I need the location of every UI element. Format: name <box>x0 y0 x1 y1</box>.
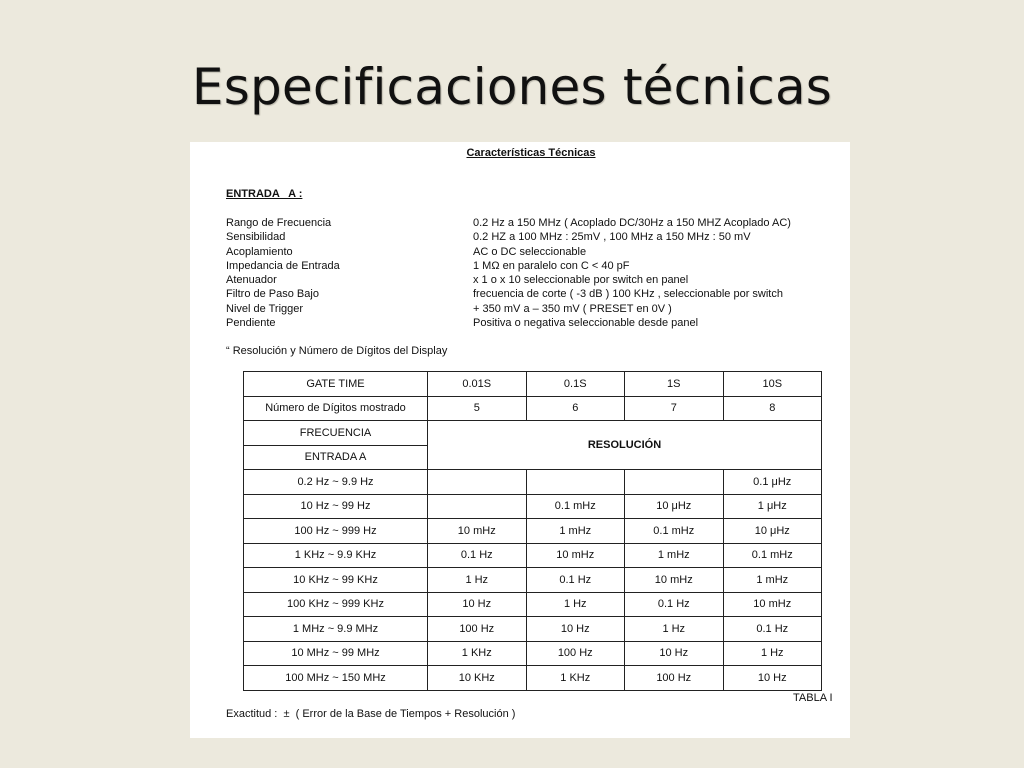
resolution-cell: 0.1 mHz <box>526 494 625 519</box>
section-title: ENTRADA A : <box>226 188 303 200</box>
spec-row <box>226 287 846 301</box>
spec-row <box>226 245 846 259</box>
spec-value: Positiva o negativa seleccionable desde panel <box>473 317 699 330</box>
table-row <box>244 372 822 397</box>
resolution-cell <box>625 470 724 495</box>
resolution-cell: 1 Hz <box>625 617 724 642</box>
frequency-range-cell: 1 MHz ~ 9.9 MHz <box>244 617 428 642</box>
resolution-cell <box>428 470 527 495</box>
spec-value: 1 MΩ en paralelo con C < 40 pF <box>473 259 630 272</box>
resolution-cell: 0.1 Hz <box>526 568 625 593</box>
table-row <box>244 568 822 593</box>
resolution-cell: 0.1 Hz <box>428 543 527 568</box>
resolution-cell: 1 μHz <box>723 494 822 519</box>
resolution-cell: 1 mHz <box>625 543 724 568</box>
resolution-cell: 100 Hz <box>428 617 527 642</box>
digits-cell: 7 <box>625 396 724 421</box>
resolution-cell: 1 Hz <box>723 641 822 666</box>
digits-cell: 6 <box>526 396 625 421</box>
table-caption: TABLA I <box>793 692 833 704</box>
gate-time-header: GATE TIME <box>244 372 428 397</box>
resolution-rows <box>244 470 822 691</box>
resolution-cell <box>526 470 625 495</box>
frequency-range-cell: 10 KHz ~ 99 KHz <box>244 568 428 593</box>
resolution-cell: 0.1 mHz <box>625 519 724 544</box>
entrada-header: ENTRADA A <box>244 445 428 470</box>
table-row <box>244 592 822 617</box>
table-row <box>244 421 822 446</box>
resolution-cell: 0.1 Hz <box>723 617 822 642</box>
spec-label: Sensibilidad <box>226 231 286 244</box>
table-row <box>244 617 822 642</box>
resolucion-header: RESOLUCIÓN <box>428 421 822 470</box>
resolution-cell: 1 mHz <box>526 519 625 544</box>
table-row <box>244 543 822 568</box>
accuracy-note: Exactitud : ± ( Error de la Base de Tiempos + Resolución ) <box>226 708 516 720</box>
resolution-cell: 10 mHz <box>723 592 822 617</box>
spec-row <box>226 316 846 330</box>
spec-value: 0.2 HZ a 100 MHz : 25mV , 100 MHz a 150 MHz : 50 mV <box>473 231 751 244</box>
resolution-cell: 10 mHz <box>428 519 527 544</box>
spec-row <box>226 302 846 316</box>
resolution-cell: 10 Hz <box>723 666 822 691</box>
table-row <box>244 666 822 691</box>
gate-time-cell: 10S <box>723 372 822 397</box>
frequency-range-cell: 0.2 Hz ~ 9.9 Hz <box>244 470 428 495</box>
specifications-document <box>190 142 850 738</box>
digits-header: Número de Dígitos mostrado <box>244 396 428 421</box>
resolution-cell: 100 Hz <box>625 666 724 691</box>
frequency-range-cell: 100 MHz ~ 150 MHz <box>244 666 428 691</box>
resolution-cell: 1 KHz <box>428 641 527 666</box>
spec-value: AC o DC seleccionable <box>473 245 587 258</box>
resolution-table <box>243 371 822 691</box>
spec-label: Rango de Frecuencia <box>226 217 332 229</box>
frequency-range-cell: 1 KHz ~ 9.9 KHz <box>244 543 428 568</box>
table-row <box>244 494 822 519</box>
frequency-range-cell: 100 Hz ~ 999 Hz <box>244 519 428 544</box>
resolution-cell: 1 KHz <box>526 666 625 691</box>
digits-cell: 8 <box>723 396 822 421</box>
frequency-range-cell: 10 MHz ~ 99 MHz <box>244 641 428 666</box>
table-row <box>244 641 822 666</box>
spec-row <box>226 230 846 244</box>
resolution-cell: 10 μHz <box>625 494 724 519</box>
spec-value: x 1 o x 10 seleccionable por switch en panel <box>473 274 689 287</box>
resolution-cell: 100 Hz <box>526 641 625 666</box>
resolution-cell: 10 Hz <box>428 592 527 617</box>
spec-value: frecuencia de corte ( -3 dB ) 100 KHz , seleccionable por switch <box>473 288 783 301</box>
document-heading: Características Técnicas <box>466 147 596 159</box>
digits-cell: 5 <box>428 396 527 421</box>
slide-title: Especificaciones técnicas <box>191 58 833 116</box>
frequency-range-cell: 100 KHz ~ 999 KHz <box>244 592 428 617</box>
gate-time-cell: 1S <box>625 372 724 397</box>
spec-row <box>226 259 846 273</box>
resolution-cell: 0.1 Hz <box>625 592 724 617</box>
spec-label: Nivel de Trigger <box>226 302 304 315</box>
spec-list <box>226 216 846 330</box>
resolution-cell: 10 mHz <box>526 543 625 568</box>
spec-value: 0.2 Hz a 150 MHz ( Acoplado DC/30Hz a 150 MHZ Acoplado AC) <box>473 217 791 229</box>
resolution-cell: 1 mHz <box>723 568 822 593</box>
table-row <box>244 519 822 544</box>
resolution-cell: 10 Hz <box>526 617 625 642</box>
frequency-range-cell: 10 Hz ~ 99 Hz <box>244 494 428 519</box>
resolution-cell <box>428 494 527 519</box>
resolution-cell: 10 Hz <box>625 641 724 666</box>
gate-time-cell: 0.01S <box>428 372 527 397</box>
frecuencia-header: FRECUENCIA <box>244 421 428 446</box>
gate-time-cell: 0.1S <box>526 372 625 397</box>
spec-row <box>226 216 846 230</box>
spec-label: Atenuador <box>226 274 277 287</box>
display-resolution-note: “ Resolución y Número de Dígitos del Display <box>226 345 448 357</box>
spec-label: Pendiente <box>226 317 276 330</box>
spec-row <box>226 273 846 287</box>
resolution-cell: 0.1 mHz <box>723 543 822 568</box>
table-row <box>244 470 822 495</box>
resolution-cell: 10 μHz <box>723 519 822 544</box>
resolution-cell: 10 mHz <box>625 568 724 593</box>
table-row <box>244 396 822 421</box>
spec-label: Impedancia de Entrada <box>226 259 340 272</box>
resolution-cell: 1 Hz <box>526 592 625 617</box>
resolution-cell: 1 Hz <box>428 568 527 593</box>
spec-label: Filtro de Paso Bajo <box>226 288 319 301</box>
spec-value: + 350 mV a – 350 mV ( PRESET en 0V ) <box>473 302 672 315</box>
resolution-cell: 10 KHz <box>428 666 527 691</box>
resolution-cell: 0.1 μHz <box>723 470 822 495</box>
spec-label: Acoplamiento <box>226 245 293 258</box>
